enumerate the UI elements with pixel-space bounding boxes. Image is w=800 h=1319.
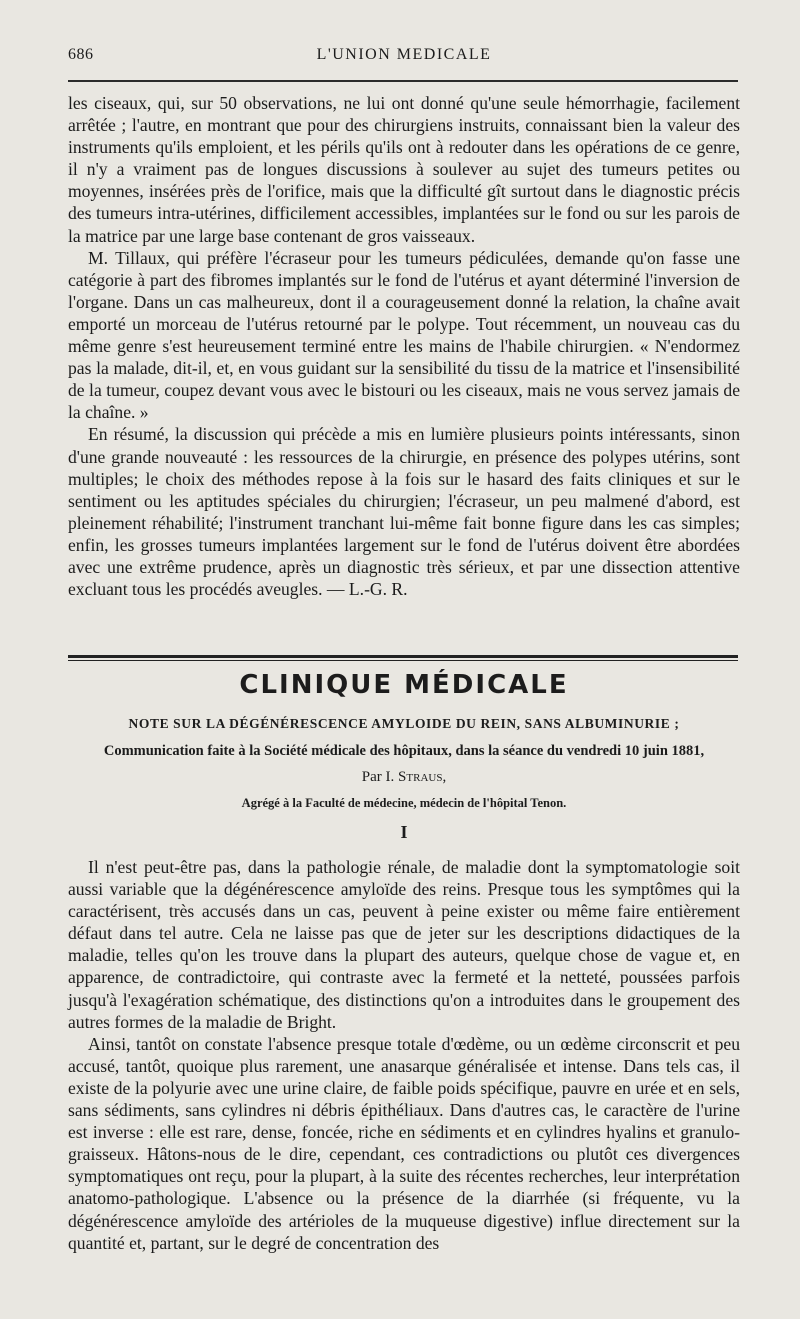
- author-line: [68, 769, 740, 786]
- article-body: [68, 856, 740, 1254]
- author-suffix: ,: [442, 769, 447, 785]
- page-number: 686: [68, 46, 94, 63]
- journal-title: L'UNION MEDICALE: [316, 46, 492, 63]
- author-prefix: Par I.: [361, 769, 395, 785]
- section-divider: [68, 655, 738, 661]
- part-number: I: [400, 822, 408, 842]
- running-header: [68, 46, 740, 74]
- paragraph: Ainsi, tantôt on constate l'absence presque totale d'œdème, ou un œdème circonscrit et peu accusé, tantôt, quoique plus rarement, une anasarque généralisée et intense. Dans tels cas, il existe de la polyurie avec une urine claire, de faible poids spécifique, pauvre en urée et en sels, sans sédiments, sans cylindres ni débris épithéliaux. Dans d'autres cas, le caractère de l'urine est inverse : elle est rare, dense, foncée, riche en sédiments et en cylindres hyalins et granulo-graisseux. Hâtons-nous de le dire, cependant, ces contradictions ou plutôt ces divergences symptomatiques ont reçu, pour la plupart, à la suite des récentes recherches, leur interprétation anatomo-pathologique. L'absence ou la présence de la diarrhée (si fréquente, vu la dégénérescence amyloïde des artérioles de la muqueuse digestive) influe directement sur la quantité et, partant, sur le degré de concentration des: [68, 1033, 740, 1253]
- header-rule: [68, 80, 738, 82]
- author-name: Straus: [398, 769, 443, 785]
- paragraph: M. Tillaux, qui préfère l'écraseur pour les tumeurs pédiculées, demande qu'on fasse une catégorie à part des fibromes implantés sur le fond de l'utérus et ayant déterminé l'inversion de l'organe. Dans un cas malheureux, dont il a courageusement donné la relation, la chaîne avait emporté un morceau de l'utérus retourné par le polype. Tout récemment, un nouveau cas du même genre s'est heureusement terminé entre les mains de l'habile chirurgien. « N'endormez pas la malade, dit-il, et, en vous guidant sur la sensibilité du tissu de la matrice et l'insensibilité de la tumeur, coupez devant vous avec le bistouri ou les ciseaux, mais ne vous servez jamais de la chaîne. »: [68, 247, 740, 423]
- note-title: NOTE SUR LA DÉGÉNÉRESCENCE AMYLOIDE DU REIN, SANS ALBUMINURIE ;: [128, 716, 680, 731]
- article-continuation: [68, 92, 740, 600]
- paragraph: les ciseaux, qui, sur 50 observations, ne lui ont donné qu'une seule hémorrhagie, facilement arrêtée ; l'autre, en montrant que pour des chirurgiens instruits, connaissant bien la valeur des instruments qu'ils emploient, et les périls qu'ils ont à redouter dans les opérations de ce genre, il n'y a vraiment pas de longues discussions à soulever au sujet des tumeurs petites ou moyennes, insérées près de l'orifice, mais que la difficulté gît surtout dans le diagnostic précis des tumeurs intra-utérines, difficilement accessibles, implantées sur le fond ou sur les parois de la matrice par une large base contenant de gros vaisseaux.: [68, 93, 740, 246]
- paragraph: En résumé, la discussion qui précède a mis en lumière plusieurs points intéressants, sinon d'une grande nouveauté : les ressources de la chirurgie, en présence des polypes utérins, sont multiples; le choix des méthodes repose à la fois sur le hasard des faits cliniques et sur le sentiment ou les aptitudes spéciales du chirurgien; l'écraseur, un peu malmené d'abord, est pleinement réhabilité; l'instrument tranchant lui-même fait bonne figure dans les cas simples; enfin, les grosses tumeurs implantées largement sur le fond de l'utérus doivent être abordées avec une extrême prudence, après un diagnostic très sérieux, et par une dissection attentive excluant tous les procédés aveugles. — L.-G. R.: [68, 424, 740, 600]
- paragraph: Il n'est peut-être pas, dans la pathologie rénale, de maladie dont la symptomatologie soit aussi variable que la dégénérescence amyloïde des reins. Presque tous les symptômes qui la caractérisent, très accusés dans un cas, peuvent à peine exister ou même faire entièrement défaut dans tel autre. Cela ne laisse pas que de jeter sur les descriptions didactiques de la maladie, telles qu'on les trouve dans la plupart des auteurs, quelque chose de vague et, en apparence, de contradictoire, qui contraste avec la fermeté et la netteté, poussées parfois jusqu'à l'exagération schématique, des distinctions qu'on a introduites dans le groupement des autres formes de la maladie de Bright.: [68, 857, 740, 1032]
- communication-line: Communication faite à la Société médicale des hôpitaux, dans la séance du vendredi 10 juin 1881,: [103, 743, 705, 759]
- section-title: CLINIQUE MÉDICALE: [239, 670, 569, 700]
- author-affiliation: Agrégé à la Faculté de médecine, médecin de l'hôpital Tenon.: [241, 796, 567, 810]
